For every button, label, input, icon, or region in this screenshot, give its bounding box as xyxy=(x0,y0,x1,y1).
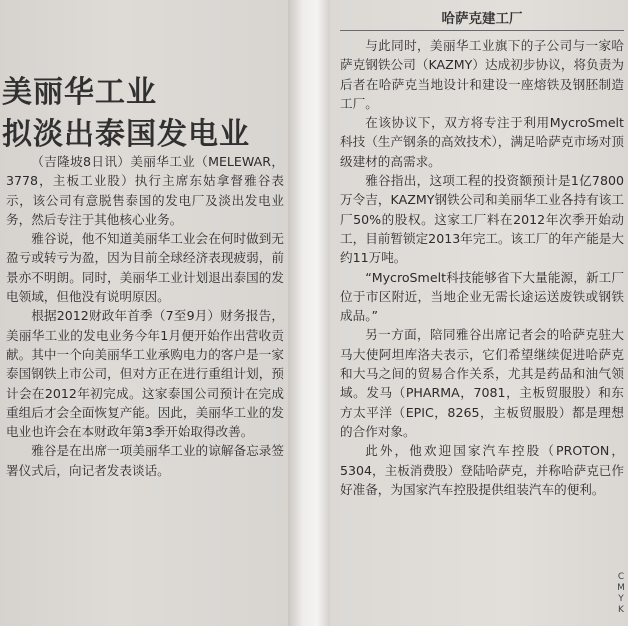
paragraph: “MycroSmelt科技能够省下大量能源，新工厂位于市区附近，当地企业无需长途运送废铁或钢铁成品。” xyxy=(340,269,624,324)
paragraph: 此外，他欢迎国家汽车控股（PROTON，5304，主板消费股）登陆哈萨克，并称哈萨克已作好准备，为国家汽车控股提供组装汽车的便利。 xyxy=(340,443,624,497)
right-article-body xyxy=(340,36,624,499)
print-mark-m: M xyxy=(617,583,625,593)
headline-line-1: 美丽华工业 xyxy=(2,75,157,110)
print-mark-y: Y xyxy=(618,594,624,604)
headline-line-2: 拟淡出泰国发电业 xyxy=(2,117,250,152)
paragraph: 雅谷说，他不知道美丽华工业会在何时做到无盈亏或转亏为盈，因为目前全球经济表现疲弱，前景亦不明朗。同时，美丽华工业计划退出泰国的发电领域，但他没有说明原因。 xyxy=(6,231,284,305)
headline xyxy=(2,72,286,156)
paragraph: （吉隆坡8日讯）美丽华工业（MELEWAR，3778，主板工业股）执行主席东姑拿督雅谷表示，该公司有意脱售泰国的发电厂及淡出发电业务，然后专注于其他核心业务。 xyxy=(6,154,284,227)
section-title: 哈萨克建工厂 xyxy=(340,8,624,31)
cmyk-print-marks xyxy=(615,572,627,616)
left-article-body xyxy=(6,152,284,480)
paragraph: 根据2012财政年首季（7至9月）财务报告，美丽华工业的发电业务今年1月便开始作出营收贡献。其中一个向美丽华工业承购电力的客户是一家泰国钢铁上市公司，但对方正在进行重组计划，预计会在2012年初完成。这家泰国公司预计在完成重组后才会全面恢复产能。因此，美丽华工业的发电业也许会在本财政年第3季开始取得改善。 xyxy=(6,308,284,440)
paragraph: 在该协议下，双方将专注于利用MycroSmelt科技（生产钢条的高效技术），满足哈萨克市场对顶级建材的高需求。 xyxy=(340,115,624,169)
print-mark-k: K xyxy=(618,605,624,615)
paragraph: 与此同时，美丽华工业旗下的子公司与一家哈萨克钢铁公司（KAZMY）达成初步协议，将负责为后者在哈萨克当地设计和建设一座熔铁及钢胚制造工厂。 xyxy=(340,38,624,111)
paragraph: 另一方面，陪同雅谷出席记者会的哈萨克驻大马大使阿坦库洛夫表示，它们希望继续促进哈萨克和大马之间的贸易合作关系，尤其是药品和油气领域。发马（PHARMA，7081，主板贸服股）和东方太平洋（EPIC，8265，主板贸服股）都是理想的合作对象。 xyxy=(340,327,624,439)
clipping-gap xyxy=(288,0,330,626)
paragraph: 雅谷指出，这项工程的投资额预计是1亿7800万令吉，KAZMY钢铁公司和美丽华工业各持有该工厂50%的股权。这家工厂料在2012年次季开始动工，目前暂锁定2013年完工。该工厂的年产能是大约11万吨。 xyxy=(340,173,624,266)
print-mark-c: C xyxy=(617,572,625,582)
paragraph: 雅谷是在出席一项美丽华工业的谅解备忘录签署仪式后，向记者发表谈话。 xyxy=(6,443,284,478)
